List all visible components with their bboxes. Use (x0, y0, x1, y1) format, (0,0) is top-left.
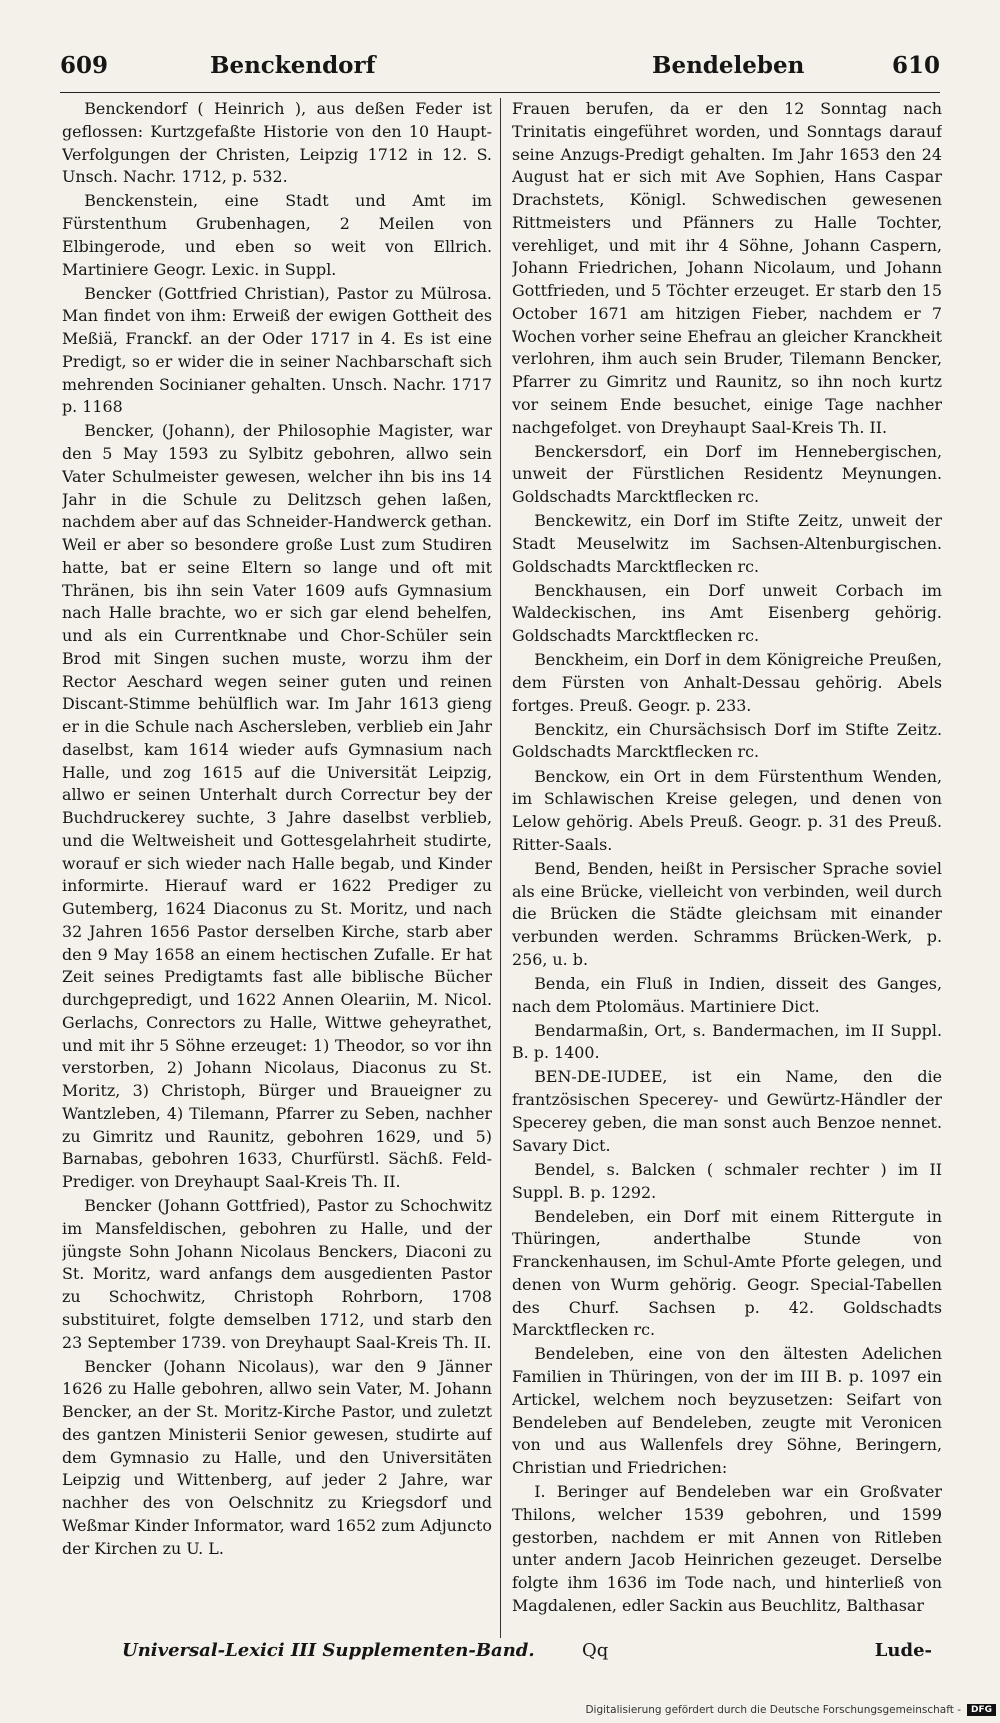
dictionary-entry: Bencker (Johann Gottfried), Pastor zu Schochwitz im Mansfeldischen, gebohren zu Halle, und der jüngste Sohn Johann Nicolaus Benckers, Diaconi zu St. Moritz, ward anfangs dem ausgedienten Pastor zu Schochwitz, Christoph Rohrborn, 1708 substituiret, folgte demselben 1712, und starb den 23 September 1739. von Dreyhaupt Saal-Kreis Th. II. (62, 1196, 492, 1352)
left-page-number: 609 (60, 52, 109, 79)
dictionary-entry: Benda, ein Fluß in Indien, disseit des Ganges, nach dem Ptolomäus. Martiniere Dict. (512, 973, 942, 1016)
dictionary-entry: Benckendorf ( Heinrich ), aus deßen Feder ist geflossen: Kurtzgefaßte Historie von den 10 Haupt-Verfolgungen der Christen, Leipzig 1712 in 12. S. Unsch. Nachr. 1712, p. 532. (62, 99, 492, 187)
dictionary-entry: Benckitz, ein Chursächsisch Dorf im Stifte Zeitz. Goldschadts Marcktflecken rc. (512, 719, 942, 762)
dictionary-entry: Bendel, s. Balcken ( schmaler rechter ) im II Suppl. B. p. 1292. (512, 1159, 942, 1202)
dictionary-entry: Benckheim, ein Dorf in dem Königreiche Preußen, dem Fürsten von Anhalt-Dessau gehörig. Abels fortges. Preuß. Geogr. p. 233. (512, 650, 942, 715)
right-running-headword: Bendeleben (652, 52, 805, 79)
dictionary-entry: Frauen berufen, da er den 12 Sonntag nach Trinitatis eingeführet worden, und Sonntags darauf seine Anzugs-Predigt gehalten. Im Jahr 1653 den 24 August hat er sich mit Ave Sophien, Hans Caspar Drachstets, Königl. Schwedischen gewesenen Rittmeisters und Pfänners zu Halle Tochter, verehliget, und mit ihr 4 Söhne, Johann Caspern, Johann Friedrichen, Johann Nicolaum, und Johann Gottfrieden, und 5 Töchter erzeuget. Er starb den 15 October 1671 am hitzigen Fieber, nachdem er 7 Wochen vorher seine Ehefrau an gleicher Kranckheit verlohren, ihm auch sein Bruder, Tilemann Bencker, Pfarrer zu Gimritz und Raunitz, so ihn noch kurtz vor seinem Ende besuchet, einige Tage nachher nachgefolget. von Dreyhaupt Saal-Kreis Th. II. (512, 99, 942, 437)
dictionary-entry: Bendeleben, eine von den ältesten Adelichen Familien in Thüringen, von der im III B. p. 1097 ein Artickel, welchem noch beyzusetzen: Seifart von Bendeleben auf Bendeleben, zeugte mit Veronicen von und aus Wallenfels drey Söhne, Beringern, Christian und Friedrichen: (512, 1344, 942, 1478)
signature-mark: Qq (582, 1640, 609, 1661)
credit-text: Digitalisierung gefördert durch die Deutsche Forschungsgemeinschaft - (585, 1704, 961, 1716)
dfg-logo: DFG (967, 1704, 996, 1716)
dictionary-entry: Benckenstein, eine Stadt und Amt im Fürstenthum Grubenhagen, 2 Meilen von Elbingerode, und eben so weit von Ellrich. Martiniere Geogr. Lexic. in Suppl. (62, 191, 492, 279)
right-column (512, 98, 942, 1638)
digitization-credit (585, 1700, 996, 1720)
dictionary-entry: Bencker (Gottfried Christian), Pastor zu Mülrosa. Man findet von ihm: Erweiß der ewigen Gottheit des Meßiä, Franckf. an der Oder 1717 in 4. Es ist eine Predigt, so er wider die in seiner Nachbarschaft sich mehrenden Socinianer gehalten. Unsch. Nachr. 1717 p. 1168 (62, 283, 492, 417)
page-header (60, 52, 940, 96)
left-running-headword: Benckendorf (210, 52, 376, 79)
dictionary-entry: Bencker (Johann Nicolaus), war den 9 Jänner 1626 zu Halle gebohren, allwo sein Vater, M. Johann Bencker, an der St. Moritz-Kirche Pastor, und zuletzt des gantzen Ministerii Senior gewesen, studirte auf dem Gymnasio zu Halle, und den Universitäten Leipzig und Wittenberg, auf jeder 2 Jahre, war nachher des von Oelschnitz zu Kriegsdorf und Weßmar Kinder Informator, ward 1652 zum Adjuncto der Kirchen zu U. L. (62, 1356, 492, 1558)
dictionary-entry: Benckow, ein Ort in dem Fürstenthum Wenden, im Schlawischen Kreise gelegen, und denen von Lelow gehörig. Abels Preuß. Geogr. p. 31 des Preuß. Ritter-Saals. (512, 766, 942, 854)
dictionary-entry: I. Beringer auf Bendeleben war ein Großvater Thilons, welcher 1539 gebohren, und 1599 gestorben, nachdem er mit Annen von Ritleben unter andern Jacob Heinrichen gezeuget. Derselbe folgte ihm 1636 im Tode nach, und hinterließ von Magdalenen, edler Sackin aus Beuchlitz, Balthasar (512, 1482, 942, 1615)
dictionary-entry: Benckersdorf, ein Dorf im Hennebergischen, unweit der Fürstlichen Residentz Meynungen. Goldschadts Marcktflecken rc. (512, 441, 942, 507)
dictionary-entry: Benckewitz, ein Dorf im Stifte Zeitz, unweit der Stadt Meuselwitz im Sachsen-Altenburgischen. Goldschadts Marcktflecken rc. (512, 511, 942, 576)
page-footer (62, 1640, 942, 1670)
left-column (62, 98, 492, 1638)
dictionary-entry: Bencker, (Johann), der Philosophie Magister, war den 5 May 1593 zu Sylbitz gebohren, allwo sein Vater Schulmeister gewesen, welcher ihn bis ins 14 Jahr in die Schule zu Delitzsch gehen laßen, nachdem aber auf das Schneider-Handwerck gethan. Weil er aber so besondere große Lust zum Studiren hatte, bat er seine Eltern so lange und oft mit Thränen, bis ihn sein Vater 1609 aufs Gymnasium nach Halle brachte, wo er sich gar elend behelfen, und als ein Currentknabe und Chor-Schüler sein Brod mit Singen suchen muste, worzu ihm der Rector Aeschard wegen seiner guten und reinen Discant-Stimme behülflich war. Im Jahr 1613 gieng er in die Schule nach Aschersleben, verblieb ein Jahr daselbst, kam 1614 wieder aufs Gymnasium nach Halle, und zog 1615 auf die Universität Leipzig, allwo er seinen Unterhalt durch Correctur bey der Buchdruckerey suchte, 3 Jahre daselbst verblieb, und die Weltweisheit und Gottesgelahrheit studirte, worauf er sich wieder nach Halle begab, und Kinder informirte. Hierauf ward er 1622 Prediger zu Gutemberg, 1624 Diaconus zu St. Moritz, und nach 32 Jahren 1656 Pastor derselben Kirche, starb aber den 9 May 1658 an einem hectischen Zufalle. Er hat Zeit seines Predigtamts fast alle biblische Bücher durchgepredigt, und 1622 Annen Oleariin, M. Nicol. Gerlachs, Conrectors zu Halle, Wittwe geheyrathet, und mit ihr 5 Söhne erzeuget: 1) Theodor, so vor ihn verstorben, 2) Johann Nicolaus, Diaconus zu St. Moritz, 3) Christoph, Bürger und Braueigner zu Wantzleben, 4) Tilemann, Pfarrer zu Seben, nachher zu Gimritz und Raunitz, gebohren 1629, und 5) Barnabas, gebohren 1633, Churfürstl. Sächß. Feld-Prediger. von Dreyhaupt Saal-Kreis Th. II. (62, 421, 492, 1192)
dictionary-entry: Bend, Benden, heißt in Persischer Sprache soviel als eine Brücke, vielleicht von verbinden, weil durch die Brücken die Städte gleichsam mit einander verbunden werden. Schramms Brücken-Werk, p. 256, u. b. (512, 858, 942, 969)
footer-volume-title: Universal-Lexici III Supplementen-Band. (122, 1640, 535, 1661)
header-rule (60, 92, 940, 93)
dictionary-entry: Benckhausen, ein Dorf unweit Corbach im Waldeckischen, ins Amt Eisenberg gehörig. Goldschadts Marcktflecken rc. (512, 580, 942, 646)
column-divider (500, 98, 501, 1638)
catchword: Lude- (874, 1640, 932, 1661)
right-page-number: 610 (891, 52, 940, 79)
dictionary-entry: Bendarmaßin, Ort, s. Bandermachen, im II Suppl. B. p. 1400. (512, 1020, 942, 1063)
dictionary-entry: Bendeleben, ein Dorf mit einem Rittergute in Thüringen, anderthalbe Stunde von Franckenhausen, im Schul-Amte Pforte gelegen, und denen von Wurm gehörig. Geogr. Special-Tabellen des Churf. Sachsen p. 42. Goldschadts Marcktflecken rc. (512, 1206, 942, 1340)
dictionary-entry: BEN-DE-IUDEE, ist ein Name, den die frantzösischen Specerey- und Gewürtz-Händler der Specerey geben, die man sonst auch Benzoe nennet. Savary Dict. (512, 1067, 942, 1155)
